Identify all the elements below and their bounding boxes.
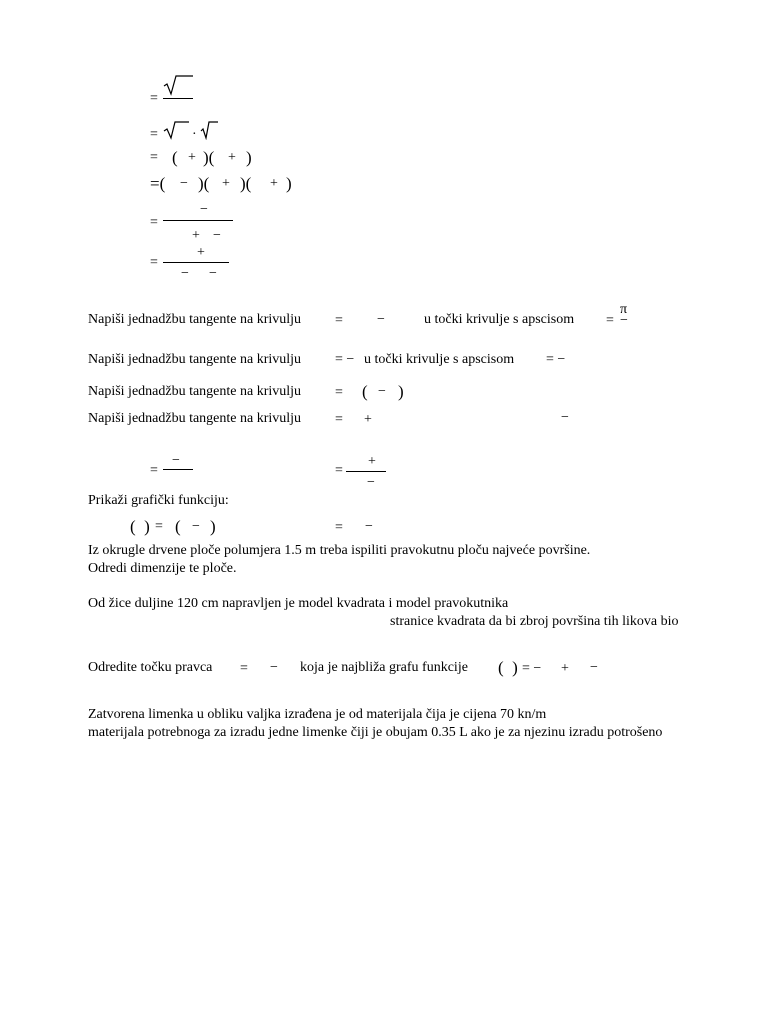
- equals-sign: =(: [150, 174, 166, 193]
- equals-sign: =: [150, 255, 158, 270]
- task-text-line2: materijala potrebnoga za izradu jedne limenke čiji je obujam 0.35 L ako je za njezinu izradu potrošeno: [88, 725, 663, 740]
- minus-sign: −: [270, 660, 278, 675]
- minus-sign: −: [209, 266, 217, 281]
- equals-sign: =: [155, 519, 163, 534]
- equals-sign: =: [150, 215, 158, 230]
- numerator: +: [197, 245, 205, 260]
- minus-sign: −: [181, 266, 189, 281]
- equals-sign: =: [150, 91, 158, 106]
- equals-sign: =: [335, 520, 343, 535]
- plus-sign: +: [192, 228, 200, 243]
- paren: )(: [240, 174, 252, 193]
- task-text-mid: u točki krivulje s apscisom: [424, 312, 575, 327]
- plus-sign: +: [228, 150, 236, 165]
- plus-sign: +: [222, 176, 230, 191]
- pi-symbol: π: [620, 302, 628, 317]
- paren: ): [398, 382, 404, 401]
- equals-sign: =: [335, 385, 343, 400]
- task-text: Napiši jednadžbu tangente na krivulju: [88, 411, 302, 426]
- paren: )(: [203, 148, 215, 167]
- task-text-line1: Iz okrugle drvene ploče polumjera 1.5 m treba ispiliti pravokutnu ploču najveće površine.: [88, 543, 591, 558]
- equals-sign: =: [335, 313, 343, 328]
- task-text: Napiši jednadžbu tangente na krivulju: [88, 384, 302, 399]
- fraction-bar: [163, 98, 193, 99]
- sqrt-icon: [163, 74, 193, 96]
- equals-sign: =: [606, 313, 614, 328]
- plus-sign: +: [561, 661, 569, 676]
- numerator: −: [200, 202, 208, 217]
- paren: (: [172, 148, 178, 167]
- minus-sign: −: [590, 660, 598, 675]
- paren: )(: [198, 174, 210, 193]
- denominator: −: [367, 475, 375, 490]
- equals-minus: = −: [546, 352, 566, 367]
- plus-sign: +: [270, 176, 278, 191]
- numerator: −: [172, 453, 180, 468]
- task-text-mid: koja je najbliža grafu funkcije: [300, 660, 468, 675]
- sqrt-icon: [163, 120, 189, 140]
- fraction-bar: [346, 471, 386, 472]
- minus-sign: −: [561, 410, 569, 425]
- fraction-bar: [163, 469, 193, 470]
- minus-sign: −: [180, 176, 188, 191]
- task-text-line1: Od žice duljine 120 cm napravljen je model kvadrata i model pravokutnika: [88, 596, 509, 611]
- equals-sign: =: [150, 127, 158, 142]
- minus-sign: −: [365, 519, 373, 534]
- numerator: +: [368, 454, 376, 469]
- function-parens: ( ): [130, 517, 150, 536]
- fraction-bar: [163, 262, 229, 263]
- task-text-line2: stranice kvadrata da bi zbroj površina tih likova bio: [390, 614, 679, 629]
- paren: (: [362, 382, 368, 401]
- multiply-dot: ·: [192, 127, 197, 142]
- task-text-line1: Zatvorena limenka u obliku valjka izrađena je od materijala čija je cijena 70 kn/m: [88, 707, 547, 722]
- fraction-bar-minus: −: [620, 313, 628, 328]
- task-text: Odredite točku pravca: [88, 660, 213, 675]
- sqrt-icon: [200, 120, 218, 140]
- task-text: Napiši jednadžbu tangente na krivulju: [88, 352, 302, 367]
- equals-minus: = −: [335, 352, 355, 367]
- equals-sign: =: [335, 463, 343, 478]
- paren: ): [286, 174, 292, 193]
- plus-sign: +: [364, 412, 372, 427]
- task-text: Prikaži grafički funkciju:: [88, 493, 229, 508]
- plus-sign: +: [188, 150, 196, 165]
- minus-sign: −: [378, 384, 386, 399]
- minus-sign: −: [192, 519, 200, 534]
- equals-sign: =: [150, 463, 158, 478]
- function-parens: ( ): [498, 658, 518, 677]
- paren: ): [246, 148, 252, 167]
- minus-sign: −: [377, 312, 385, 327]
- task-text-line2: Odredi dimenzije te ploče.: [88, 561, 237, 576]
- equals-sign: =: [240, 661, 248, 676]
- fraction-bar: [163, 220, 233, 221]
- minus-sign: −: [213, 228, 221, 243]
- task-text-mid: u točki krivulje s apscisom: [364, 352, 515, 367]
- equals-sign: =: [150, 150, 158, 165]
- equals-sign: =: [335, 412, 343, 427]
- paren: ): [210, 517, 216, 536]
- task-text: Napiši jednadžbu tangente na krivulju: [88, 312, 302, 327]
- paren: (: [175, 517, 181, 536]
- equals-minus: = −: [522, 661, 542, 676]
